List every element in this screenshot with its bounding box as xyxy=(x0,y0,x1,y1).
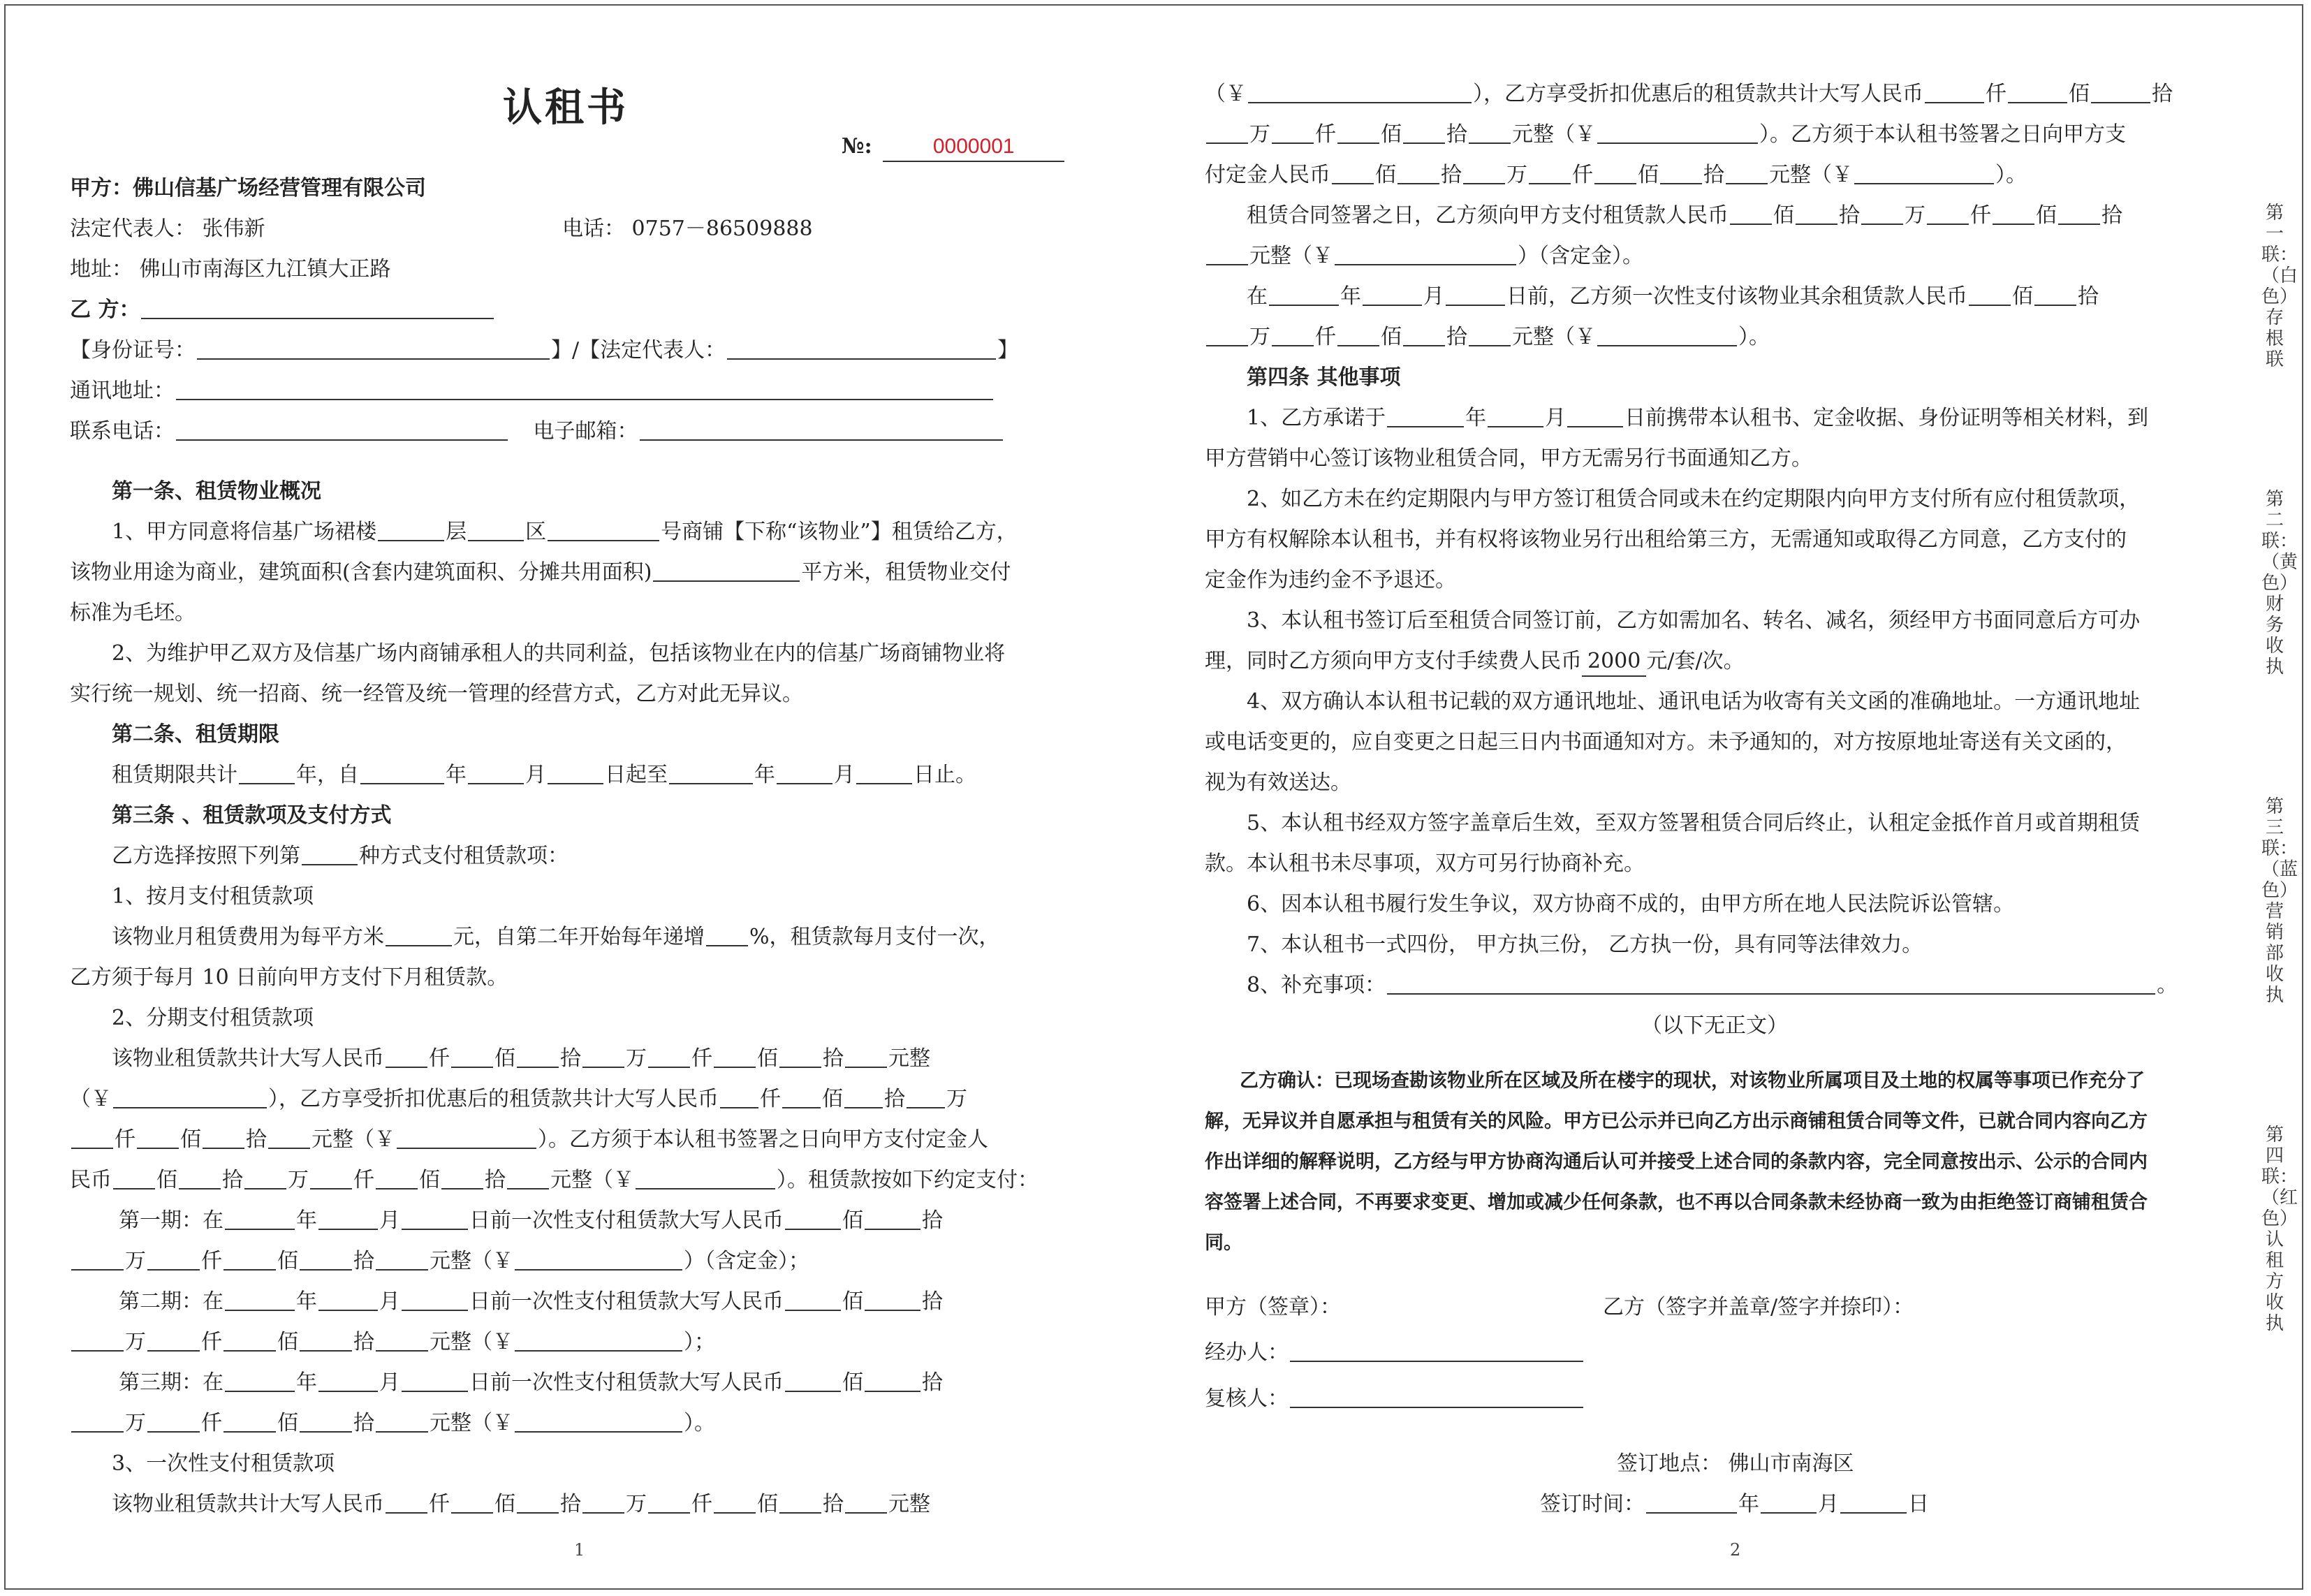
address: 地址： 佛山市南海区九江镇大正路 xyxy=(70,257,391,281)
installment-1: 第一期：在 年 月 日前一次性支付租赁款大写人民币 佰 拾 xyxy=(119,1208,943,1233)
balance-payment-line: 在 年 月 日前，乙方须一次性支付该物业其余租赁款人民币 佰 拾 xyxy=(1247,284,2099,309)
installment-3: 第三期：在 年 月 日前一次性支付租赁款大写人民币 佰 拾 xyxy=(119,1370,943,1395)
clause-6: 6、因本认租书履行发生争议，双方协商不成的，由甲方所在地人民法院诉讼管辖。 xyxy=(1247,892,2015,916)
clause-1-cont: 甲方营销中心签订该物业租赁合同，甲方无需另行书面通知乙方。 xyxy=(1205,446,1812,471)
clause-2-end: 定金作为违约金不予退还。 xyxy=(1205,568,1456,592)
installment-2: 第二期：在 年 月 日前一次性支付租赁款大写人民币 佰 拾 xyxy=(119,1289,943,1314)
page-number: 2 xyxy=(1730,1540,1741,1560)
option-3-title: 3、一次性支付租赁款项 xyxy=(112,1451,335,1476)
party-b: 乙 方： xyxy=(70,296,495,324)
legal-rep: 法定代表人： 张伟新 xyxy=(70,217,265,241)
installment-discount-line: （￥ ），乙方享受折扣优惠后的租赁款共计大写人民币 仟 佰 拾 万 xyxy=(70,1087,967,1111)
clause-4-cont: 或电话变更的，应自变更之日起三日内书面通知对方。未予通知的，对方按原地址寄送有关文函的， xyxy=(1205,730,2127,754)
lump-sum-deposit-line: 万 仟 佰 拾 元整（￥ ）。乙方须于本认租书签署之日向甲方支 xyxy=(1205,121,2126,149)
clause-5: 5、本认租书经双方签字盖章后生效，至双方签署租赁合同后终止，认租定金抵作首月或首期租赁 xyxy=(1247,811,2141,835)
option-1-title: 1、按月支付租赁款项 xyxy=(112,884,314,909)
article-1-p1: 1、甲方同意将信基广场裙楼 层 区 号商铺【下称“该物业”】租赁给乙方， xyxy=(112,520,1018,544)
lump-sum-total-line: 该物业租赁款共计大写人民币 仟 佰 拾 万 仟 佰 拾 元整 xyxy=(112,1492,930,1516)
confirmation-3: 作出详细的解释说明，乙方经与甲方协商沟通后认可并接受上述合同的条款内容，完全同意按出示、公示的合同内 xyxy=(1205,1151,2148,1173)
clause-2-cont: 甲方有权解除本认租书，并有权将该物业另行出租给第三方，无需通知或取得乙方同意，乙方支付的 xyxy=(1205,527,2127,552)
clause-4-end: 视为有效送达。 xyxy=(1205,770,1351,795)
party-a-seal: 甲方（签章）： xyxy=(1205,1295,1341,1319)
page-number: 1 xyxy=(574,1540,585,1560)
copy-2-label: 第二联：（黄色）财务收执 xyxy=(2261,489,2298,678)
confirmation-5: 同。 xyxy=(1205,1232,1242,1254)
article-1-title: 第一条、租赁物业概况 xyxy=(112,479,321,504)
clause-8: 8、补充事项： 。 xyxy=(1247,973,2178,997)
confirmation-2: 解，无异议并自愿承担与租赁有关的风险。甲方已公示并已向乙方出示商铺租赁合同等文件，已就合同内容向乙方 xyxy=(1205,1111,2148,1132)
contact-line: 联系电话： 电子邮箱： xyxy=(70,418,1004,446)
monthly-rent-line: 该物业月租赁费用为每平方米 元，自第二年开始每年递增 %，租赁款每月支付一次， xyxy=(112,925,1000,949)
lump-sum-discount-line: （￥ ），乙方享受折扣优惠后的租赁款共计大写人民币 仟 佰 拾 xyxy=(1205,82,2173,106)
clause-3: 3、本认租书签订后至租赁合同签订前，乙方如需加名、转名、减名，须经甲方书面同意后方可办 xyxy=(1247,608,2141,633)
article-1-p2: 2、为维护甲乙双方及信基广场内商铺承租人的共同利益，包括该物业在内的信基广场商铺物业将 xyxy=(112,641,1006,666)
party-a: 甲方：佛山信基广场经营管理有限公司 xyxy=(70,176,426,200)
document-title: 认租书 xyxy=(503,85,629,131)
phone: 电话： 0757－86509888 xyxy=(562,217,813,241)
option-2-title: 2、分期支付租赁款项 xyxy=(112,1006,314,1030)
party-b-seal: 乙方（签字并盖章/签字并捺印）： xyxy=(1603,1295,1914,1319)
clause-3-cont: 理，同时乙方须向甲方支付手续费人民币 2000 元/套/次。 xyxy=(1205,647,1745,677)
installment-3-cont: 万 仟 佰 拾 元整（￥ ）。 xyxy=(70,1410,715,1437)
serial-value: 0000001 xyxy=(932,135,1015,158)
confirmation-4: 容签署上述合同，不再要求变更、增加或减少任何条款，也不再以合同条款未经协商一致为由拒绝签订商铺租赁合 xyxy=(1205,1192,2148,1213)
clause-1: 1、乙方承诺于 年 月 日前携带本认租书、定金收据、身份证明等相关材料，到 xyxy=(1247,406,2149,430)
balance-payment-cont: 万 仟 佰 拾 元整（￥ ）。 xyxy=(1205,323,1770,351)
clause-2: 2、如乙方未在约定期限内与甲方签订租赁合同或未在约定期限内向甲方支付所有应付租赁款项， xyxy=(1247,487,2141,511)
confirmation-1: 乙方确认：已现场查勘该物业所在区域及所在楼宇的现状，对该物业所属项目及土地的权属等事项已作充分了 xyxy=(1240,1070,2145,1092)
no-more-text: （以下无正文） xyxy=(1641,1013,1788,1038)
article-4-title: 第四条 其他事项 xyxy=(1247,365,1401,390)
contract-payment-line: 租赁合同签署之日，乙方须向甲方支付租赁款人民币 佰 拾 万 仟 佰 拾 xyxy=(1247,203,2122,228)
article-1-p1-end: 标准为毛坯。 xyxy=(70,601,196,625)
clause-7: 7、本认租书一式四份， 甲方执三份， 乙方执一份，具有同等法律效力。 xyxy=(1247,932,1923,957)
mail-address-line: 通讯地址： xyxy=(70,377,995,405)
sign-time: 签订时间： 年 月 日 xyxy=(1540,1492,1929,1516)
reviewer-line: 复核人： xyxy=(1205,1385,1585,1413)
payment-method-line: 乙方选择按照下列第 种方式支付租赁款项： xyxy=(112,844,568,868)
lease-term-line: 租赁期限共计 年，自 年 月 日起至 年 月 日止。 xyxy=(112,763,976,787)
handler-line: 经办人： xyxy=(1205,1339,1585,1367)
contract-payment-cont: 元整（￥ ）（含定金）。 xyxy=(1205,242,1643,270)
installment-2-cont: 万 仟 佰 拾 元整（￥ ）； xyxy=(70,1328,715,1356)
article-1-p2-cont: 实行统一规划、统一招商、统一经管及统一管理的经营方式，乙方对此无异议。 xyxy=(70,682,803,706)
installment-1-cont: 万 仟 佰 拾 元整（￥ ）（含定金）； xyxy=(70,1247,809,1275)
article-2-title: 第二条、租赁期限 xyxy=(112,722,279,747)
article-1-p1-cont: 该物业用途为商业，建筑面积(含套内建筑面积、分摊共用面积) 平方米，租赁物业交付 xyxy=(70,560,1011,585)
handling-fee: 2000 xyxy=(1582,647,1646,677)
copy-4-label: 第四联：（红色）认租方收执 xyxy=(2261,1125,2298,1334)
installment-deposit-line: 仟 佰 拾 元整（￥ ）。乙方须于本认租书签署之日向甲方支付定金人 xyxy=(70,1126,988,1154)
article-3-title: 第三条 、租赁款项及支付方式 xyxy=(112,803,392,828)
clause-5-cont: 款。本认租书未尽事项，双方可另行协商补充。 xyxy=(1205,851,1645,876)
monthly-rent-cont: 乙方须于每月 10 日前向甲方支付下月租赁款。 xyxy=(70,965,508,990)
serial-number: №: 0000001 xyxy=(842,133,1064,162)
sign-place: 签订地点： 佛山市南海区 xyxy=(1617,1451,1854,1476)
installment-total-line: 该物业租赁款共计大写人民币 仟 佰 拾 万 仟 佰 拾 元整 xyxy=(112,1046,930,1071)
clause-4: 4、双方确认本认租书记载的双方通讯地址、通讯电话为收寄有关文函的准确地址。一方通讯地址 xyxy=(1247,689,2141,714)
installment-schedule-line: 民币 佰 拾 万 仟 佰 拾 元整（￥ ）。租赁款按如下约定支付： xyxy=(70,1168,1039,1192)
copy-3-label: 第三联：（蓝色）营销部收执 xyxy=(2261,796,2298,1006)
copy-1-label: 第一联：（白色）存根联 xyxy=(2261,203,2298,370)
id-line: 【身份证号： 】/【法定代表人： 】 xyxy=(70,338,1019,363)
lump-sum-deposit-cont: 付定金人民币 佰 拾 万 仟 佰 拾 元整（￥ ）。 xyxy=(1205,163,2027,187)
